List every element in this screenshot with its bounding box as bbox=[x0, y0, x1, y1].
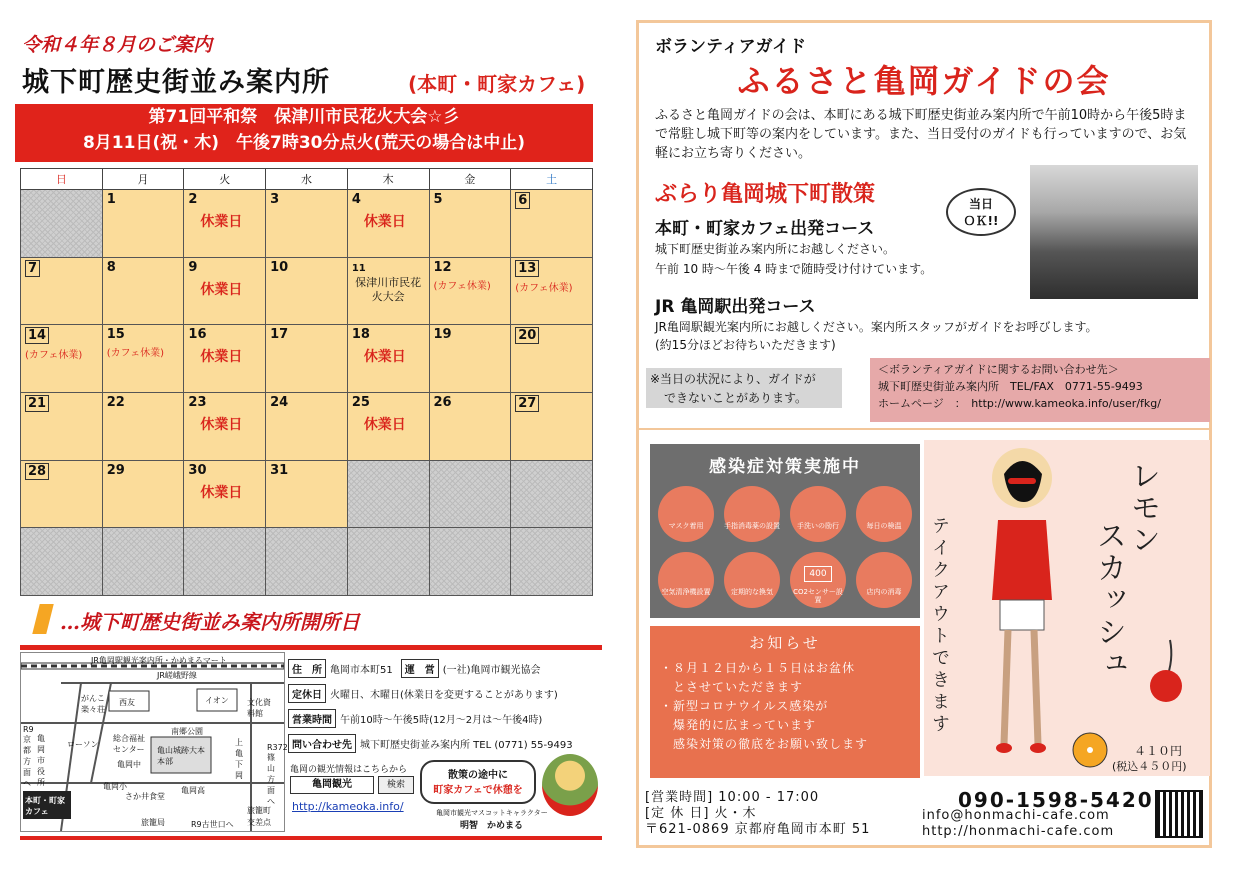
access-map bbox=[20, 652, 288, 832]
qr-code-icon[interactable] bbox=[1155, 790, 1203, 838]
calendar-day: 20 bbox=[511, 325, 593, 393]
thermometer-icon: 毎日の検温 bbox=[856, 486, 912, 542]
cafe-website[interactable]: http://honmachi-cafe.com bbox=[922, 824, 1115, 839]
volunteer-guide-label: ボランティアガイド bbox=[655, 37, 806, 57]
contact-label: 問い合わせ先 bbox=[288, 734, 356, 753]
calendar-day: 17 bbox=[266, 325, 348, 393]
weekday-tue: 火 bbox=[184, 169, 266, 190]
office-subtitle: (本町・町家カフェ) bbox=[408, 72, 586, 96]
calendar-empty-cell bbox=[102, 528, 184, 596]
contact-phone: 城下町歴史街並み案内所 TEL/FAX 0771-55-9493 bbox=[878, 380, 1143, 393]
map-label: 上亀下岡 bbox=[235, 738, 243, 780]
map-label: 亀山城跡大本本部 bbox=[157, 746, 205, 766]
map-label: R9京都方面へ bbox=[23, 725, 34, 788]
fireworks-title: 第71回平和祭 保津川市民花火大会☆彡 bbox=[148, 107, 460, 127]
calendar-day: 12 (カフェ休業) bbox=[429, 257, 511, 325]
notice-line: ・８月１２日から１５日はお盆休 bbox=[660, 661, 856, 675]
closed-label: 休業日 bbox=[200, 484, 243, 501]
calendar-day: 25 休業日 bbox=[347, 393, 429, 461]
map-label: JR嵯峨野線 bbox=[157, 671, 197, 680]
co2-reading: 400 bbox=[804, 566, 832, 582]
address-label: 住 所 bbox=[288, 659, 326, 678]
office-info bbox=[288, 656, 606, 840]
map-label: さか井食堂 bbox=[125, 792, 165, 801]
cafe-closed-label: (カフェ休業) bbox=[106, 348, 165, 360]
map-label: イオン bbox=[205, 696, 229, 705]
festival-label: 保津川市民花火大会 bbox=[355, 275, 422, 303]
calendar-empty-cell bbox=[429, 460, 511, 528]
cherry-icon bbox=[1144, 636, 1192, 706]
stroll-title: ぶらり亀岡城下町散策 bbox=[655, 182, 876, 207]
cafe-closed-label: (カフェ休業) bbox=[433, 280, 491, 292]
notice-panel bbox=[650, 626, 920, 778]
guide-association-title: ふるさと亀岡ガイドの会 bbox=[737, 62, 1111, 100]
calendar-empty-cell bbox=[347, 528, 429, 596]
sanitizer-icon: 手指消毒薬の設置 bbox=[724, 486, 780, 542]
contact-title: ＜ボランティアガイドに関するお問い合わせ先＞ bbox=[878, 363, 1119, 376]
air-purifier-icon: 空気清浄機設置 bbox=[658, 552, 714, 608]
disinfect-spray-icon: 店内の消毒 bbox=[856, 552, 912, 608]
map-marker-cafe: 本町・町家カフェ bbox=[25, 796, 65, 816]
calendar-day: 10 bbox=[266, 257, 348, 325]
closed-label: 休業日 bbox=[200, 281, 243, 298]
tourism-link[interactable]: http://kameoka.info/ bbox=[292, 800, 404, 813]
calendar-day: 8 bbox=[102, 257, 184, 325]
search-input[interactable]: 亀岡観光 bbox=[290, 776, 374, 794]
address-value: 亀岡市本町51 bbox=[330, 665, 393, 676]
map-label: 旅籠局 bbox=[141, 818, 165, 827]
calendar-empty-cell bbox=[266, 528, 348, 596]
calendar-empty-cell bbox=[511, 460, 593, 528]
calendar-day: 6 bbox=[511, 190, 593, 258]
calendar-day: 21 bbox=[21, 393, 103, 461]
guide-tour-photo bbox=[1030, 165, 1198, 299]
weekday-sun: 日 bbox=[21, 169, 103, 190]
map-label: 総合福祉センター bbox=[113, 734, 145, 754]
calendar-day: 13 (カフェ休業) bbox=[511, 257, 593, 325]
calendar-empty-cell bbox=[184, 528, 266, 596]
weekday-thu: 木 bbox=[347, 169, 429, 190]
map-label: 南郷公園 bbox=[171, 727, 203, 736]
calendar-empty-cell bbox=[347, 460, 429, 528]
mascot-kamemaru-icon bbox=[542, 754, 598, 816]
calendar-day: 1 bbox=[102, 190, 184, 258]
hours-label: 営業時間 bbox=[288, 709, 336, 728]
lemon-text: レモン bbox=[1125, 460, 1160, 556]
course2-text: (約15分ほどお待ちいただきます) bbox=[655, 338, 836, 352]
closed-label: 休業日 bbox=[200, 417, 243, 434]
map-label: 亀岡小 bbox=[103, 782, 127, 791]
price-with-tax: (税込４５０円) bbox=[1112, 760, 1187, 773]
calendar-day: 28 bbox=[21, 460, 103, 528]
guide-notice: ※当日の状況により、ガイドが できないことがあります。 bbox=[646, 368, 842, 408]
mascot-speech-bubble: 散策の途中に 町家カフェで休憩を bbox=[420, 760, 536, 804]
calendar-day: 26 bbox=[429, 393, 511, 461]
course1-title: 本町・町家カフェ出発コース bbox=[655, 219, 875, 239]
closed-label: 休業日 bbox=[363, 349, 406, 366]
fireworks-schedule: 8月11日(祝・木) 午後7時30分点火(荒天の場合は中止) bbox=[82, 133, 526, 153]
calendar-day: 29 bbox=[102, 460, 184, 528]
price: ４１０円 bbox=[1134, 744, 1183, 758]
cafe-closed-label: (カフェ休業) bbox=[25, 350, 83, 362]
closed-label: 休業日 bbox=[200, 214, 243, 231]
map-label: 亀岡市役所 bbox=[37, 734, 45, 787]
map-label: R372篠山方面へ bbox=[267, 743, 288, 806]
contact-homepage[interactable]: ホームページ ： http://www.kameoka.info/user/fkg/ bbox=[878, 397, 1161, 410]
mascot-caption: 亀岡市観光マスコットキャラクター bbox=[436, 809, 548, 817]
holiday-value: 火曜日、木曜日(休業日を変更することがあります) bbox=[330, 690, 558, 701]
operator-value: (一社)亀岡市観光協会 bbox=[442, 665, 541, 676]
cafe-hours: [営業時間] 10:00 - 17:00 bbox=[645, 790, 820, 805]
closed-label: 休業日 bbox=[363, 214, 406, 231]
august-calendar bbox=[20, 168, 593, 596]
same-day-ok-bubble: 当日 ＯＫ!! bbox=[946, 188, 1016, 236]
calendar-day: 2 休業日 bbox=[184, 190, 266, 258]
calendar-day: 14 (カフェ休業) bbox=[21, 325, 103, 393]
calendar-day: 31 bbox=[266, 460, 348, 528]
cafe-email[interactable]: info@honmachi-cafe.com bbox=[922, 808, 1110, 823]
course1-text: 城下町歴史街並み案内所にお越しください。 bbox=[655, 242, 896, 256]
course2-text: JR亀岡駅観光案内所にお越しください。案内所スタッフがガイドをお呼びします。 bbox=[655, 320, 1098, 334]
handwash-icon: 手洗いの励行 bbox=[790, 486, 846, 542]
month-header: 令和４年８月のご案内 bbox=[22, 34, 213, 56]
notice-title: お知らせ bbox=[749, 634, 821, 652]
cafe-phone[interactable]: 090-1598-5420 bbox=[958, 788, 1154, 812]
mask-icon: マスク着用 bbox=[658, 486, 714, 542]
weekday-sat: 土 bbox=[511, 169, 593, 190]
calendar-empty-cell bbox=[21, 528, 103, 596]
map-label: 亀岡高 bbox=[181, 786, 205, 795]
notice-line: 爆発的に広まっています bbox=[660, 718, 817, 732]
cafe-closed-label: (カフェ休業) bbox=[515, 282, 573, 294]
calendar-day: 11 保津川市民花火大会 bbox=[347, 257, 429, 325]
section-divider bbox=[636, 428, 1212, 430]
map-label: 亀岡中 bbox=[117, 760, 141, 769]
squash-text: スカッシュ bbox=[1091, 520, 1126, 680]
calendar-day: 30 休業日 bbox=[184, 460, 266, 528]
calendar-empty-cell bbox=[21, 190, 103, 258]
notice-line: とさせていただきます bbox=[660, 680, 804, 694]
calendar-empty-cell bbox=[511, 528, 593, 596]
calendar-day: 7 bbox=[21, 257, 103, 325]
calendar-day: 3 bbox=[266, 190, 348, 258]
map-label: 旅籠町 bbox=[247, 806, 271, 815]
takeout-text: テイクアウトできます bbox=[929, 516, 950, 736]
lemon-squash-ad bbox=[924, 440, 1210, 776]
map-label: 文化資料館 bbox=[247, 698, 271, 718]
notice-line: ・新型コロナウイルス感染が bbox=[660, 699, 829, 713]
calendar-day: 9 休業日 bbox=[184, 257, 266, 325]
calendar-day: 5 bbox=[429, 190, 511, 258]
open-days-swatch bbox=[32, 604, 53, 634]
course2-title: JR 亀岡駅出発コース bbox=[655, 297, 816, 317]
covid-measures-panel bbox=[650, 444, 920, 618]
calendar-day: 18 休業日 bbox=[347, 325, 429, 393]
holiday-label: 定休日 bbox=[288, 684, 326, 703]
cafe-address: 〒621-0869 京都府亀岡市本町 51 bbox=[645, 822, 871, 837]
orange-slice-icon bbox=[1070, 730, 1110, 770]
cafe-info bbox=[645, 790, 955, 838]
guide-description: ふるさと亀岡ガイドの会は、本町にある城下町歴史街並み案内所で午前10時から午後5時まで常駐し城下町等の案内をしています。また、当日受付のガイドも行っていますので、お気軽にお立ち寄りください。 bbox=[655, 108, 1187, 161]
ventilation-icon: 定期的な換気 bbox=[724, 552, 780, 608]
course1-text: 午前 10 時～午後 4 時まで随時受け付けています。 bbox=[655, 262, 933, 276]
map-label: がんこ楽々荘 bbox=[81, 694, 105, 714]
weekday-fri: 金 bbox=[429, 169, 511, 190]
mascot-name: 明智 かめまる bbox=[460, 821, 524, 831]
fireworks-banner bbox=[15, 104, 593, 162]
map-label: R9古世口へ bbox=[191, 820, 234, 829]
map-label: JR亀岡駅観光案内所・かめまるマート bbox=[91, 656, 227, 665]
calendar-day: 23 休業日 bbox=[184, 393, 266, 461]
weekday-header bbox=[21, 169, 593, 190]
search-button[interactable]: 検索 bbox=[378, 776, 414, 794]
map-label: 西友 bbox=[119, 698, 135, 707]
hours-value: 午前10時～午後5時(12月～2月は～午後4時) bbox=[340, 715, 543, 726]
map-label: ローソン bbox=[67, 740, 99, 749]
calendar-day: 15 (カフェ休業) bbox=[102, 325, 184, 393]
calendar-day: 27 bbox=[511, 393, 593, 461]
closed-label: 休業日 bbox=[200, 349, 243, 366]
guide-contact-box bbox=[870, 358, 1210, 422]
operator-label: 運 営 bbox=[401, 659, 439, 678]
calendar-day: 16 休業日 bbox=[184, 325, 266, 393]
calendar-empty-cell bbox=[429, 528, 511, 596]
calendar-day: 22 bbox=[102, 393, 184, 461]
covid-title: 感染症対策実施中 bbox=[709, 457, 861, 477]
co2-sensor-icon: 400 CO2センサー設置 bbox=[790, 552, 846, 608]
closed-label: 休業日 bbox=[363, 417, 406, 434]
cafe-closed-days: [定 休 日] 火・木 bbox=[645, 806, 757, 821]
contact-value: 城下町歴史街並み案内所 TEL (0771) 55-9493 bbox=[360, 740, 573, 751]
calendar-day: 4 休業日 bbox=[347, 190, 429, 258]
divider-line bbox=[20, 836, 602, 840]
office-name: 城下町歴史街並み案内所 bbox=[22, 67, 330, 98]
divider-line bbox=[20, 645, 602, 650]
tourism-note: 亀岡の観光情報はこちらから bbox=[290, 765, 408, 775]
calendar-day: 19 bbox=[429, 325, 511, 393]
weekday-mon: 月 bbox=[102, 169, 184, 190]
woman-illustration bbox=[964, 444, 1074, 774]
open-days-legend: …城下町歴史街並み案内所開所日 bbox=[60, 610, 360, 634]
calendar-day: 24 bbox=[266, 393, 348, 461]
notice-line: 感染対策の徹底をお願い致します bbox=[660, 737, 869, 751]
map-label: 交差点 bbox=[247, 818, 271, 827]
weekday-wed: 水 bbox=[266, 169, 348, 190]
